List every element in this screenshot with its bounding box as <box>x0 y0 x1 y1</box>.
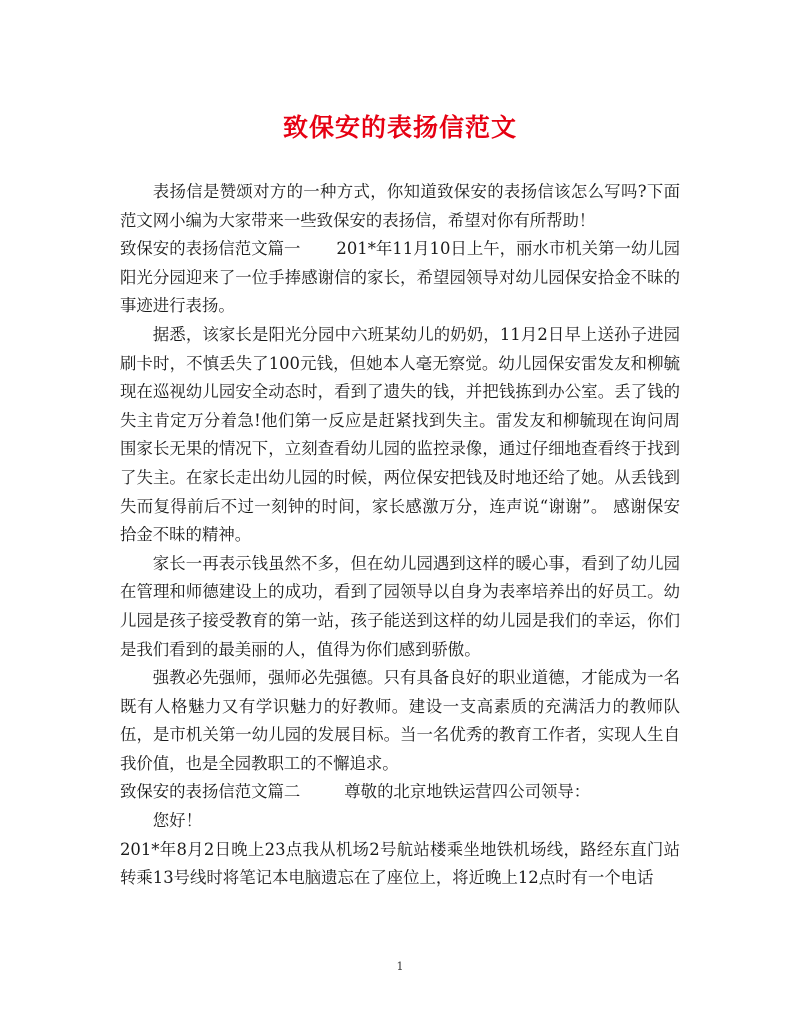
section1-paragraph: 强教必先强师，强师必先强德。只有具备良好的职业道德，才能成为一名既有人格魅力又有学识魅力的好教师。建设一支高素质的充满活力的教师队伍，是市机关第一幼儿园的发展目标。当一名优秀的教育工作者，实现人生自我价值，也是全园教职工的不懈追求。 <box>120 668 680 773</box>
section1-first-text: 201*年11月10日上午，丽水市机关第一幼儿园阳光分园迎来了一位手捧感谢信的家长，希望园领导对幼儿园保安拾金不昧的事迹进行表扬。 <box>120 239 681 316</box>
document-body <box>120 178 680 893</box>
page-number: 1 <box>396 960 404 973</box>
section1-paragraph: 家长一再表示钱虽然不多，但在幼儿园遇到这样的暖心事，看到了幼儿园在管理和师德建设上的成功，看到了园领导以自身为表率培养出的好员工。幼儿园是孩子接受教育的第一站，孩子能送到这样的幼儿园是我们的幸运，你们是我们看到的最美丽的人，值得为你们感到骄傲。 <box>120 553 680 659</box>
section1-paragraph: 据悉，该家长是阳光分园中六班某幼儿的奶奶，11月2日早上送孙子进园刷卡时，不慎丢失了100元钱，但她本人毫无察觉。幼儿园保安雷发友和柳毓现在巡视幼儿园安全动态时，看到了遗失的钱，并把钱拣到办公室。丢了钱的失主肯定万分着急!他们第一反应是赶紧找到失主。雷发友和柳毓现在询问周围家长无果的情况下，立刻查看幼儿园的监控录像，通过仔细地查看终于找到了失主。在家长走出幼儿园的时候，两位保安把钱及时地还给了她。从丢钱到失而复得前后不过一刻钟的时间，家长感激万分，连声说“谢谢”。 感谢保安拾金不昧的精神。 <box>120 324 680 545</box>
section1-first-paragraph <box>120 235 680 321</box>
section1-heading: 致保安的表扬信范文篇一 <box>120 239 301 259</box>
intro-paragraph: 表扬信是赞颂对方的一种方式，你知道致保安的表扬信该怎么写吗?下面范文网小编为大家带来一些致保安的表扬信，希望对你有所帮助！ <box>120 182 680 230</box>
section2-greeting: 您好！ <box>152 811 202 831</box>
document-title: 致保安的表扬信范文 <box>282 113 517 142</box>
section2-heading: 致保安的表扬信范文篇二 <box>120 782 301 802</box>
section2-heading-line <box>120 778 680 807</box>
section2-first-paragraph: 201*年8月2日晚上23点我从机场2号航站楼乘坐地铁机场线，路经东直门站转乘13号线时将笔记本电脑遗忘在了座位上，将近晚上12点时有一个电话 <box>120 839 680 888</box>
section2-salutation: 尊敬的北京地铁运营四公司领导： <box>344 782 591 802</box>
